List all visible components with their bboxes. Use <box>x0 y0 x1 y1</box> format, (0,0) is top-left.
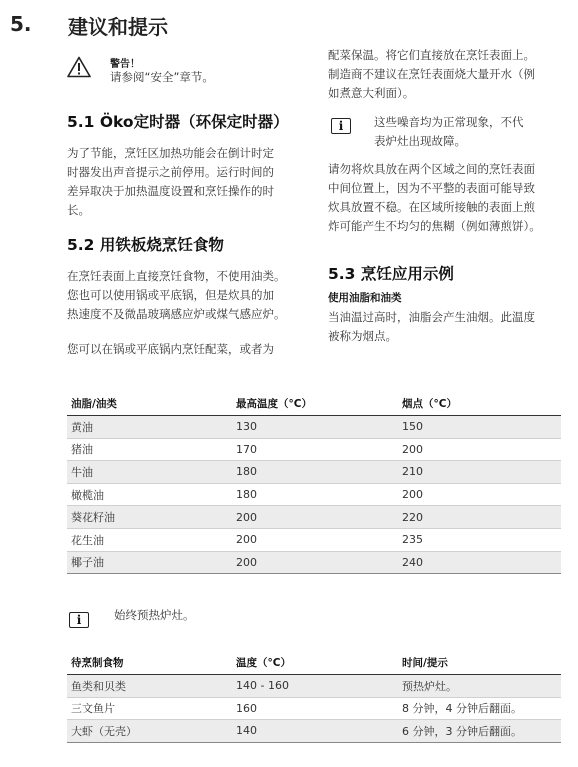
table-cell: 橄榄油 <box>67 483 232 506</box>
text-line: 表炉灶出现故障。 <box>374 134 466 148</box>
table-row <box>67 483 561 506</box>
warning-triangle-icon <box>67 56 91 78</box>
text-line: 您可以在锅或平底锅内烹饪配菜，或者为 <box>67 342 274 356</box>
table-cell: 170 <box>232 438 398 461</box>
text-line: 您也可以使用锅或平底锅，但是炊具的加 <box>67 288 274 302</box>
table-cell: 200 <box>232 551 398 574</box>
text-line: 中间位置上，因为不平整的表面可能导致 <box>328 181 535 195</box>
right-para-1 <box>328 46 535 103</box>
section-5-1-title: 5.1 Öko定时器（环保定时器） <box>67 113 289 131</box>
table-cell: 大虾（无壳） <box>67 720 232 743</box>
table-row <box>67 720 561 743</box>
table-row <box>67 438 561 461</box>
table-cell: 210 <box>398 461 561 484</box>
preheat-note: 始终预热炉灶。 <box>114 608 195 622</box>
text-line: 差异取决于加热温度设置和烹饪操作的时 <box>67 184 274 198</box>
table-cell: 8 分钟，4 分钟后翻面。 <box>398 697 561 720</box>
table-row <box>67 697 561 720</box>
text-line: 为了节能，烹饪区加热功能会在倒计时定 <box>67 146 274 160</box>
table-cell: 椰子油 <box>67 551 232 574</box>
text-line: 当油温过高时，油脂会产生油烟。此温度 <box>328 310 535 324</box>
warning-title: 警告！ <box>110 59 140 70</box>
table-cell: 鱼类和贝类 <box>67 675 232 698</box>
table-cell: 牛油 <box>67 461 232 484</box>
table-row <box>67 461 561 484</box>
section-5-1-text <box>67 144 274 220</box>
section-5-2-title: 5.2 用铁板烧烹饪食物 <box>67 236 224 254</box>
table-cell: 220 <box>398 506 561 529</box>
warning-text: 请参阅“安全”章节。 <box>110 70 214 84</box>
table-cell: 葵花籽油 <box>67 506 232 529</box>
table-cell: 140 <box>232 720 398 743</box>
chapter-title: 建议和提示 <box>68 15 168 39</box>
section-5-2-para-2 <box>67 340 274 359</box>
section-5-3-text <box>328 308 535 346</box>
table-cell: 180 <box>232 461 398 484</box>
text-line: 请勿将炊具放在两个区域之间的烹饪表面 <box>328 162 535 176</box>
oil-smoke-point-table <box>67 392 561 574</box>
text-line: 在烹饪表面上直接烹饪食物，不使用油类。 <box>67 269 286 283</box>
table-row <box>67 675 561 698</box>
table-row <box>67 416 561 439</box>
text-line: 长。 <box>67 203 90 217</box>
table-cell: 三文鱼片 <box>67 697 232 720</box>
table-cell: 180 <box>232 483 398 506</box>
column-header: 时间/提示 <box>398 651 561 675</box>
table-cell: 130 <box>232 416 398 439</box>
column-header: 温度（°C） <box>232 651 398 675</box>
table-row <box>67 506 561 529</box>
text-line: 被称为烟点。 <box>328 329 397 343</box>
text-line: 这些噪音均为正常现象，不代 <box>374 115 524 129</box>
text-line: 制造商不建议在烹饪表面烧大量开水（例 <box>328 67 535 81</box>
table-row <box>67 528 561 551</box>
text-line: 时器发出声音提示之前停用。运行时间的 <box>67 165 274 179</box>
table-cell: 200 <box>232 506 398 529</box>
column-header: 油脂/油类 <box>67 392 232 416</box>
table-cell: 140 - 160 <box>232 675 398 698</box>
table-cell: 预热炉灶。 <box>398 675 561 698</box>
table-cell: 200 <box>232 528 398 551</box>
text-line: 炊具放置不稳。在区域所接触的表面上煎 <box>328 200 535 214</box>
table-cell: 240 <box>398 551 561 574</box>
right-para-2 <box>328 160 541 236</box>
table-cell: 猪油 <box>67 438 232 461</box>
table-cell: 160 <box>232 697 398 720</box>
table-row <box>67 551 561 574</box>
section-5-2-para-1 <box>67 267 286 324</box>
chapter-number: 5. <box>10 12 32 36</box>
section-5-3-subtitle: 使用油脂和油类 <box>328 292 402 304</box>
food-temperature-table <box>67 651 561 743</box>
text-line: 热速度不及微晶玻璃感应炉或煤气感应炉。 <box>67 307 286 321</box>
table-cell: 235 <box>398 528 561 551</box>
table-cell: 200 <box>398 483 561 506</box>
section-5-3-title: 5.3 烹饪应用示例 <box>328 265 454 283</box>
table-cell: 150 <box>398 416 561 439</box>
table-cell: 200 <box>398 438 561 461</box>
info-icon: i <box>69 612 89 628</box>
column-header: 烟点（°C） <box>398 392 561 416</box>
table-cell: 6 分钟，3 分钟后翻面。 <box>398 720 561 743</box>
table-header-row <box>67 392 561 416</box>
text-line: 配菜保温。将它们直接放在烹饪表面上。 <box>328 48 535 62</box>
text-line: 炸可能产生不均匀的焦糊（例如薄煎饼）。 <box>328 219 541 233</box>
info-icon: i <box>331 118 351 134</box>
text-line: 如煮意大利面）。 <box>328 86 415 100</box>
column-header: 最高温度（°C） <box>232 392 398 416</box>
table-cell: 花生油 <box>67 528 232 551</box>
info-note <box>374 113 524 151</box>
table-cell: 黄油 <box>67 416 232 439</box>
table-header-row <box>67 651 561 675</box>
column-header: 待烹制食物 <box>67 651 232 675</box>
